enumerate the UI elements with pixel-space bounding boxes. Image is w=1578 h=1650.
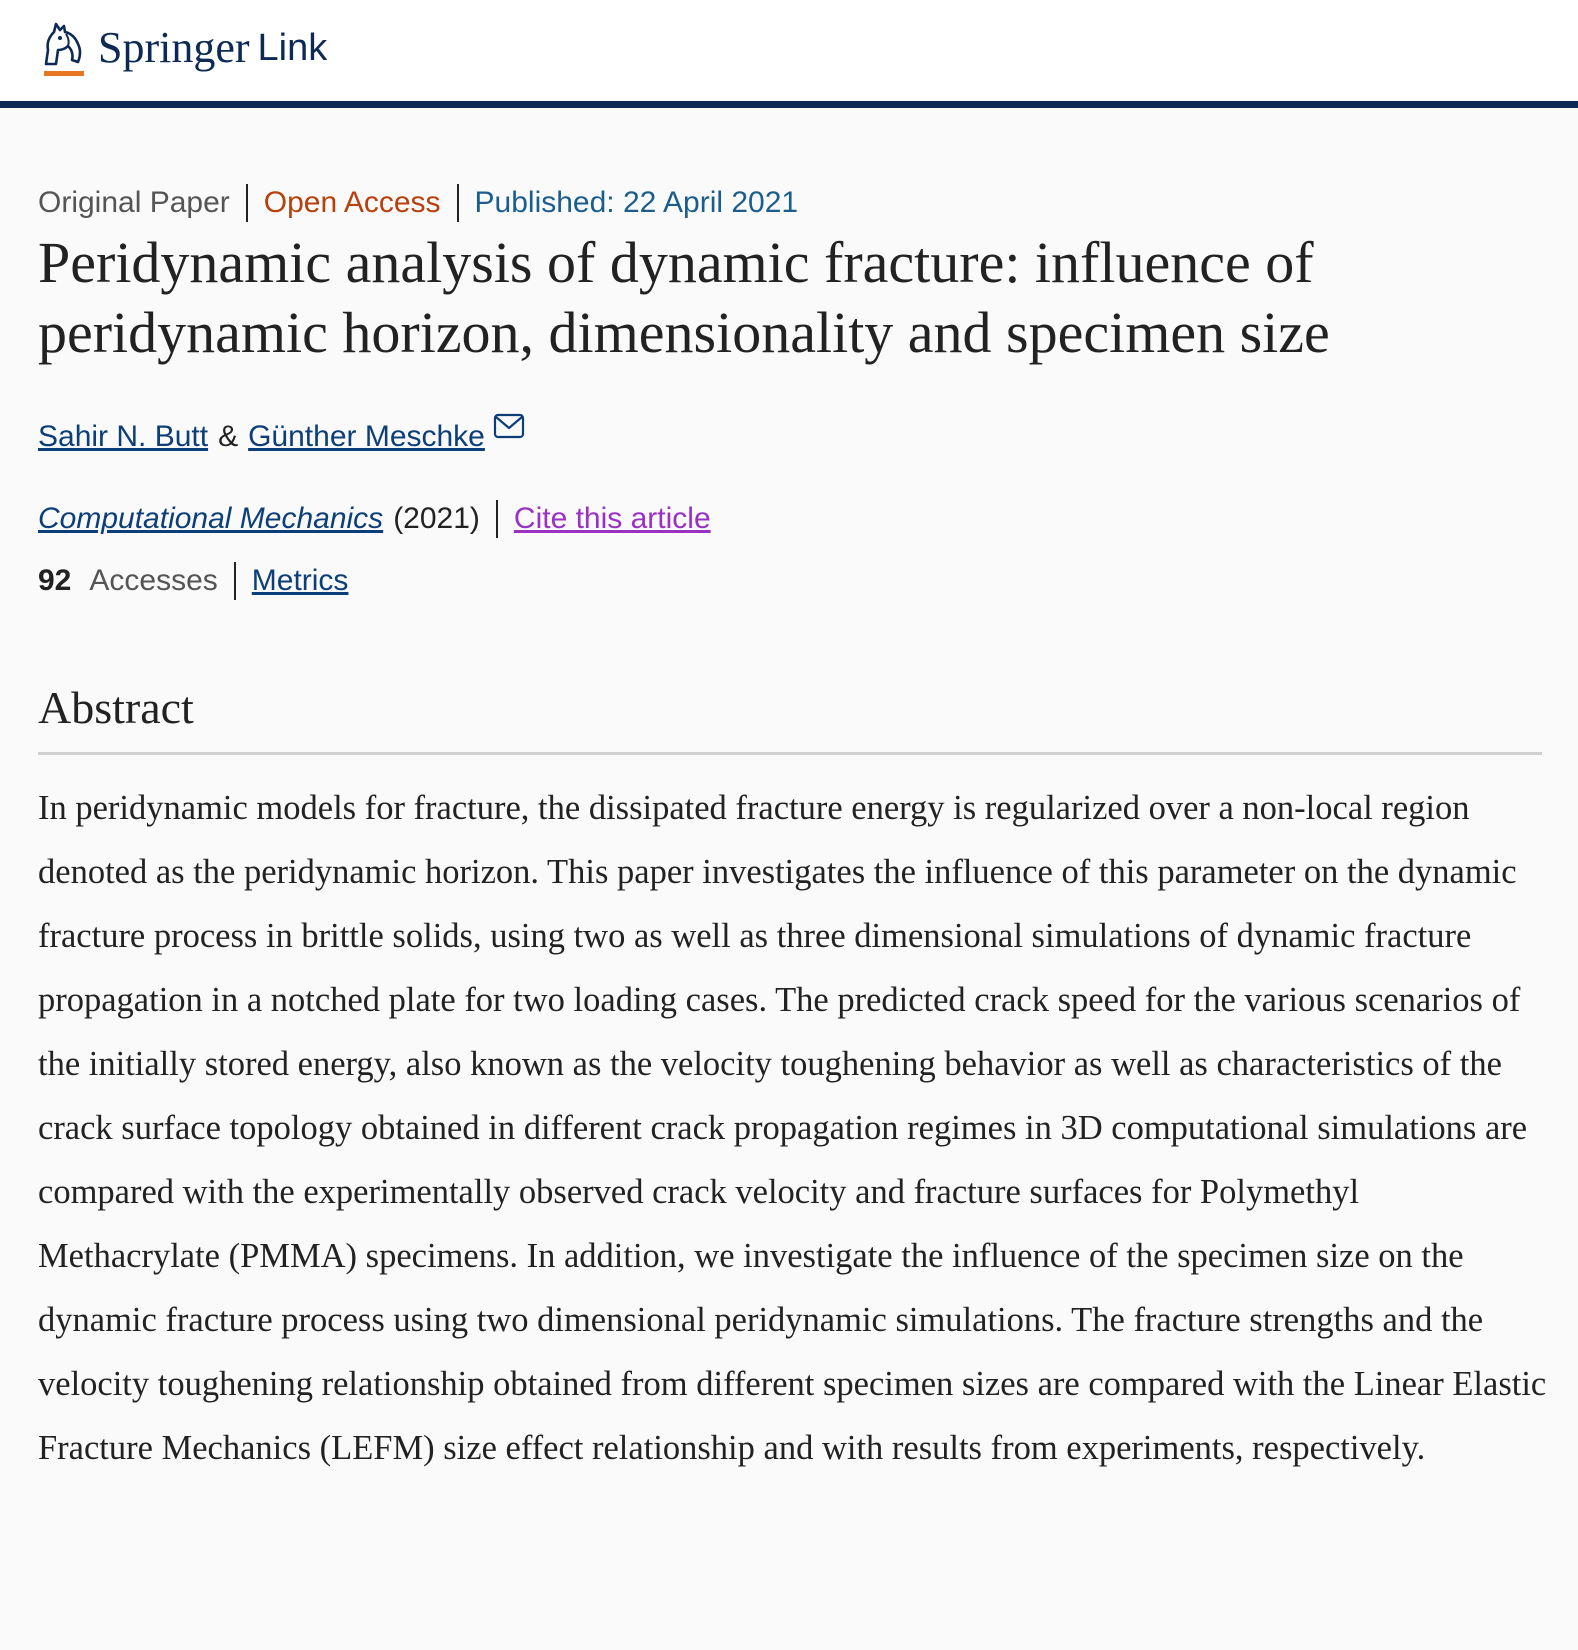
article-type: Original Paper (38, 186, 230, 219)
site-header (0, 0, 1578, 108)
divider (457, 184, 459, 222)
journal-link[interactable]: Computational Mechanics (38, 502, 384, 535)
logo-underline (44, 71, 84, 76)
metrics-row (38, 562, 348, 600)
springer-horse-icon (38, 20, 86, 76)
brand-word: Springer (98, 23, 250, 72)
journal-info (38, 500, 711, 538)
abstract-heading: Abstract (38, 682, 194, 733)
envelope-icon[interactable] (493, 413, 525, 447)
article-meta (38, 184, 798, 222)
metrics-link[interactable]: Metrics (251, 564, 349, 597)
cite-article-link[interactable]: Cite this article (513, 502, 711, 535)
divider (246, 184, 248, 222)
access-label: Accesses (89, 564, 218, 597)
publication-year: (2021) (393, 502, 480, 535)
author-list (38, 420, 525, 454)
divider (234, 562, 236, 600)
access-count: 92 (38, 564, 72, 597)
brand-suffix: Link (257, 27, 328, 69)
author-link-meschke[interactable]: Günther Meschke (248, 420, 485, 453)
article-title: Peridynamic analysis of dynamic fracture: influence of peridynamic horizon, dimensionality and specimen size (38, 230, 1330, 365)
author-link-butt[interactable]: Sahir N. Butt (38, 420, 209, 453)
published-date: Published: 22 April 2021 (474, 186, 799, 219)
springer-link-logo[interactable] (38, 20, 327, 76)
abstract-text: In peridynamic models for fracture, the dissipated fracture energy is regularized over a non-local region denoted as the peridynamic horizon. This paper investigates the influence of this parameter on the dynamic fracture process in brittle solids, using two as well as three dimensional simulations of dynamic fracture propagation in a notched plate for two loading cases. The predicted crack speed for the various scenarios of the initially stored energy, also known as the velocity toughening behavior as well as characteristics of the crack surface topology obtained in different crack propagation regimes in 3D computational simulations are compared with the experimentally observed crack velocity and fracture surfaces for Polymethyl Methacrylate (PMMA) specimens. In addition, we investigate the influence of the specimen size on the dynamic fracture process using two dimensional peridynamic simulations. The fracture strengths and the velocity toughening relationship obtained from different specimen sizes are compared with the Linear Elastic Fracture Mechanics (LEFM) size effect relationship and with results from experiments, respectively. (38, 789, 1547, 1467)
abstract-divider (38, 752, 1542, 755)
open-access-badge: Open Access (263, 186, 441, 219)
divider (496, 500, 498, 538)
author-separator: & (218, 420, 239, 453)
